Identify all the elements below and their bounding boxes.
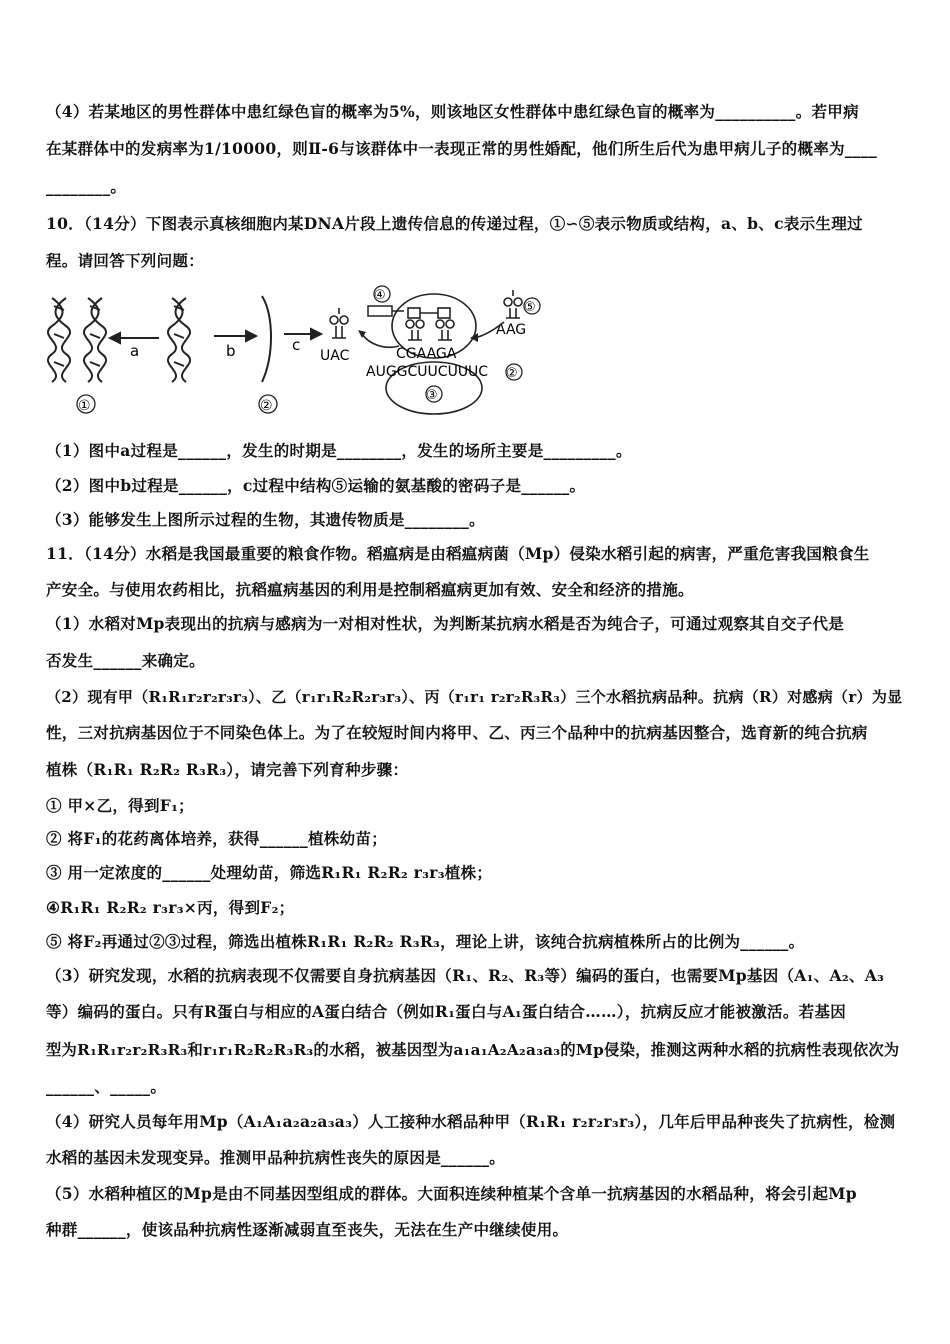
anticodon-right: AAG [496, 322, 527, 338]
mrna-sequence: AUGGCUUCUUUC [366, 364, 489, 380]
q10-stem-line-1: 10．（14分）下图表示真核细胞内某DNA片段上遗传信息的传递过程，①∽⑤表示物质或结构，a、b、c表示生理过 [46, 214, 863, 233]
q10-stem-line-2: 程。请回答下列问题： [46, 251, 205, 270]
gene-expression-figure [44, 286, 534, 422]
q9-part4-line-3: ________。 [46, 177, 127, 196]
q11-step-2: ② 将F₁的花药离体培养，获得______植株幼苗； [46, 829, 387, 848]
q11-part3-line-2: 等）编码的蛋白。只有R蛋白与相应的A蛋白结合（例如R₁蛋白与A₁蛋白结合……），抗病反应才能被激活。若基因 [46, 1002, 847, 1021]
q11-part4-line-2: 水稻的基因未发现变异。推测甲品种抗病性丧失的原因是______。 [46, 1148, 506, 1167]
gene-expression-diagram [44, 286, 534, 422]
arrow-a-label: a [130, 342, 140, 360]
trna-left [330, 308, 348, 338]
label-3: ③ [426, 388, 438, 403]
q11-stem-line-1: 11．（14分）水稻是我国最重要的粮食作物。稻瘟病是由稻瘟病菌（Mp）侵染水稻引起的病害，严重危害我国粮食生 [46, 544, 870, 563]
arrow-b [214, 331, 256, 341]
dna-helix-center [168, 298, 190, 382]
q11-part3-line-4: ______、_____。 [46, 1077, 167, 1096]
label-1: ① [78, 398, 91, 414]
dna-helix-left-2 [84, 298, 106, 382]
q11-part1-line-2: 否发生______来确定。 [46, 651, 205, 670]
q11-part5-line-2: 种群______，使该品种抗病性逐渐减弱直至丧失，无法在生产中继续使用。 [46, 1220, 569, 1239]
label-4: ④ [374, 288, 386, 303]
mrna-strand [262, 296, 271, 382]
q11-part3-line-1: （3）研究发现，水稻的抗病表现不仅需要自身抗病基因（R₁、R₂、R₃等）编码的蛋白，也需要Mp基因（A₁、A₂、A₃ [46, 966, 885, 985]
q11-step-1: ① 甲×乙，得到F₁； [46, 796, 194, 815]
q11-part2-line-2: 性，三对抗病基因位于不同染色体上。为了在较短时间内将甲、乙、丙三个品种中的抗病基因整合，选育新的纯合抗病 [46, 723, 868, 742]
q11-part3-line-3: 型为R₁R₁r₂r₂R₃R₃和r₁r₁R₂R₂R₃R₃的水稻，被基因型为a₁a₁A₂A₂a₃a₃的Mp侵染，推测这两种水稻的抗病性表现依次为 [46, 1041, 900, 1059]
q9-part4-line-2: 在某群体中的发病率为1/10000，则Ⅱ-6与该群体中一表现正常的男性婚配，他们所生后代为患甲病儿子的概率为____ [46, 139, 878, 158]
q10-part3: （3）能够发生上图所示过程的生物，其遗传物质是________。 [46, 510, 485, 529]
dna-helix-left-1 [48, 298, 70, 382]
arrow-b-label: b [226, 342, 236, 360]
arrow-c-label: c [292, 336, 301, 354]
q10-part2: （2）图中b过程是______，c过程中结构⑤运输的氨基酸的密码子是______。 [46, 476, 586, 495]
label-5: ⑤ [524, 300, 536, 315]
label-2-mrna: ② [506, 366, 518, 381]
q11-part4-line-1: （4）研究人员每年用Mp（A₁A₁a₂a₂a₃a₃）人工接种水稻品种甲（R₁R₁ r₂r₂r₃r₃），几年后甲品种丧失了抗病性，检测 [46, 1112, 896, 1131]
q11-part1-line-1: （1）水稻对Mp表现出的抗病与感病为一对相对性状，为判断某抗病水稻是否为纯合子，可通过观察其自交子代是 [46, 614, 845, 633]
q11-part2-line-1: （2）现有甲（R₁R₁r₂r₂r₃r₃）、乙（r₁r₁R₂R₂r₃r₃）、丙（r₁r₁ r₂r₂R₃R₃）三个水稻抗病品种。抗病（R）对感病（r）为显 [46, 688, 903, 706]
q11-step-3: ③ 用一定浓度的______处理幼苗，筛选R₁R₁ R₂R₂ r₃r₃植株； [46, 863, 493, 882]
q11-step-5: ⑤ 将F₂再通过②③过程，筛选出植株R₁R₁ R₂R₂ R₃R₃，理论上讲，该纯合抗病植株所占的比例为______。 [46, 932, 805, 951]
anticodon-left: UAC [320, 348, 350, 364]
arrow-c [284, 329, 321, 339]
trna-ribosome-2 [436, 308, 454, 340]
q9-part4-line-1: （4）若某地区的男性群体中患红绿色盲的概率为5%，则该地区女性群体中患红绿色盲的概率为__________。若甲病 [46, 102, 859, 121]
polypeptide-box [368, 306, 392, 316]
q11-part2-line-3: 植株（R₁R₁ R₂R₂ R₃R₃），请完善下列育种步骤： [46, 760, 409, 779]
trna-right [504, 290, 522, 318]
q10-part1: （1）图中a过程是______，发生的时期是________，发生的场所主要是_________。 [46, 441, 632, 460]
label-2: ② [260, 398, 273, 414]
q11-part5-line-1: （5）水稻种植区的Mp是由不同基因型组成的群体。大面积连续种植某个含单一抗病基因的水稻品种，将会引起Mp [46, 1184, 857, 1203]
anticodons-on-ribosome: CGAAGA [396, 346, 457, 362]
q11-step-4: ④R₁R₁ R₂R₂ r₃r₃×丙，得到F₂； [46, 898, 295, 917]
q11-stem-line-2: 产安全。与使用农药相比，抗稻瘟病基因的利用是控制稻瘟病更加有效、安全和经济的措施。 [46, 580, 694, 599]
